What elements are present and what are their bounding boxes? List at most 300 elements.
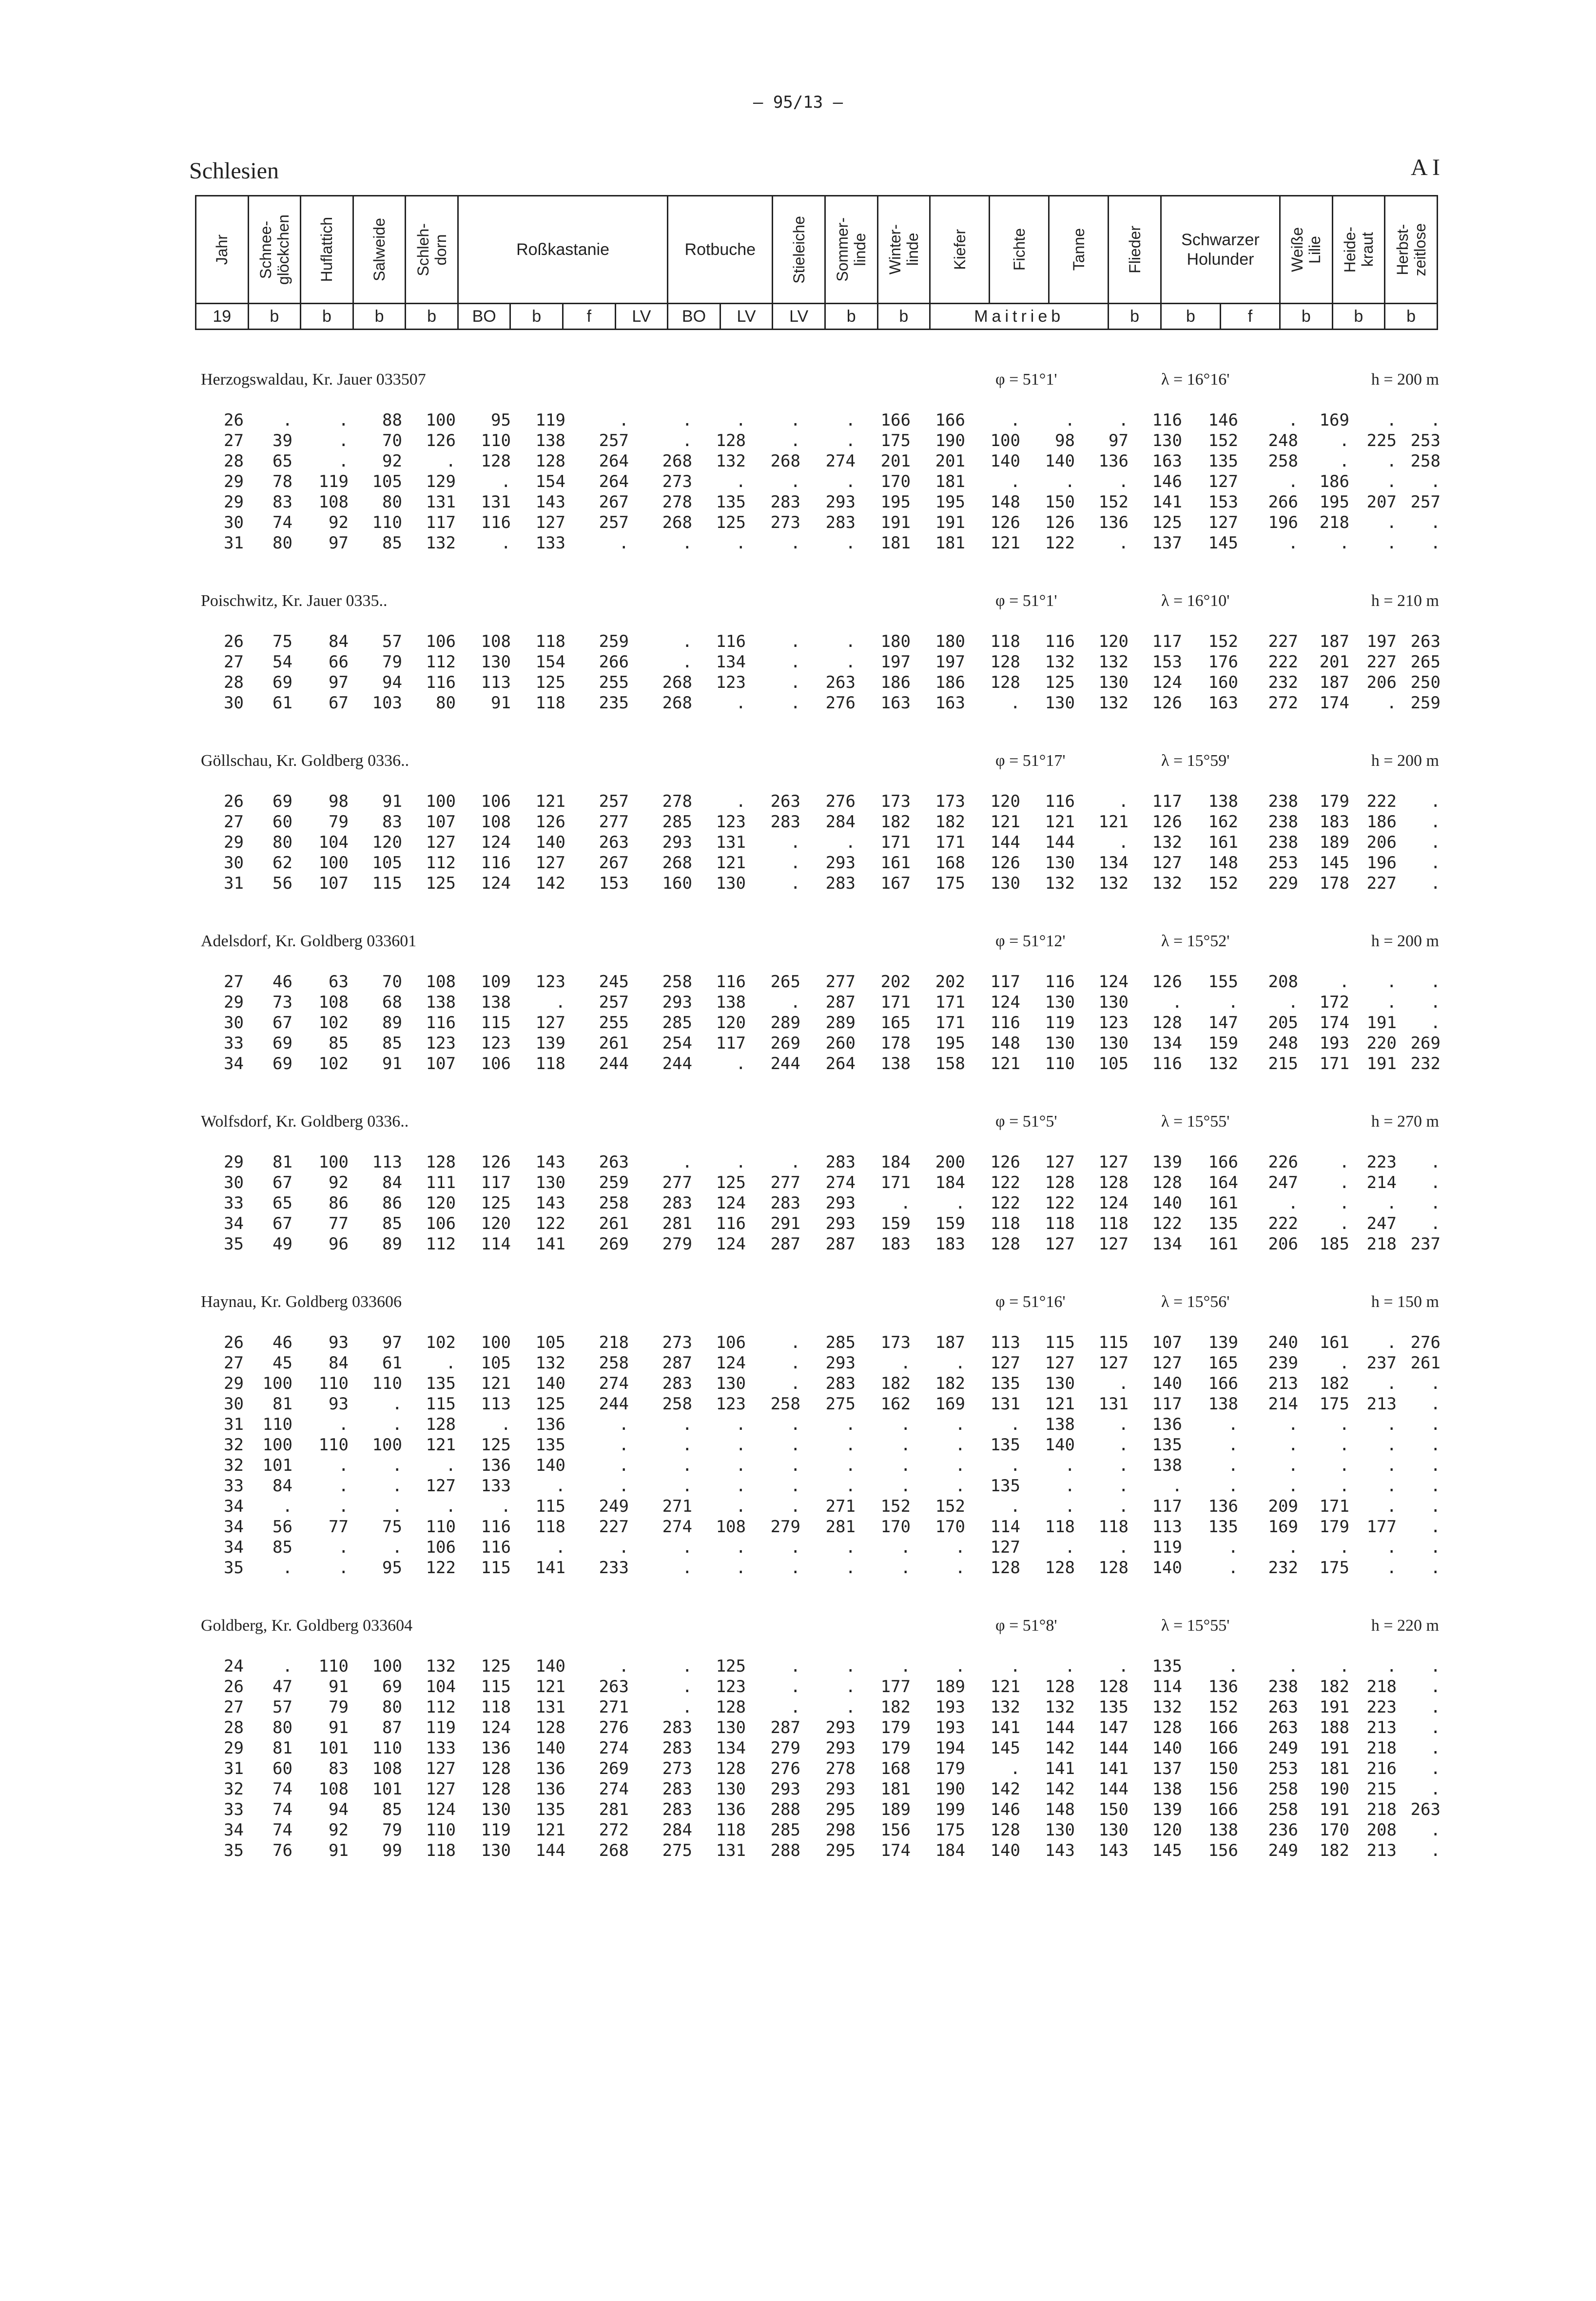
table-cell: 284 [825, 812, 856, 832]
table-cell: 128 [990, 673, 1020, 692]
table-cell: 287 [770, 1234, 800, 1254]
table-cell: 79 [329, 1697, 349, 1717]
table-cell: 144 [1045, 1718, 1075, 1737]
table-cell: 144 [535, 1841, 565, 1860]
table-cell: . [1065, 1456, 1075, 1475]
table-cell: 118 [426, 1841, 456, 1860]
table-cell: 133 [535, 533, 565, 553]
table-cell: . [736, 693, 746, 713]
table-cell: . [501, 1415, 511, 1434]
table-cell: . [338, 410, 349, 430]
table-cell: 121 [1045, 1394, 1075, 1414]
table-cell: 130 [1098, 993, 1129, 1012]
table-cell: 267 [599, 853, 629, 873]
table-cell: . [1386, 1333, 1397, 1352]
table-cell: 264 [599, 451, 629, 471]
table-cell: 179 [935, 1759, 965, 1778]
station-name: Herzogswaldau, Kr. Jauer 033507 [201, 370, 426, 389]
table-cell: 132 [1152, 833, 1182, 852]
table-cell: 257 [599, 792, 629, 811]
table-cell: 293 [770, 1779, 800, 1799]
table-cell: . [900, 1193, 911, 1213]
table-cell: 185 [1319, 1234, 1349, 1254]
table-cell: 293 [825, 1718, 856, 1737]
table-cell: 146 [1152, 472, 1182, 491]
table-cell: . [1118, 792, 1129, 811]
table-cell: 34 [224, 1538, 244, 1557]
table-cell: . [392, 1394, 402, 1414]
table-cell: . [790, 1697, 800, 1717]
table-cell: 116 [716, 1214, 746, 1233]
table-cell: 146 [1208, 410, 1238, 430]
table-cell: 182 [1319, 1841, 1349, 1860]
table-cell: 127 [1152, 1353, 1182, 1373]
table-cell: 110 [318, 1374, 349, 1393]
table-row [201, 533, 1439, 554]
table-cell: 35 [224, 1841, 244, 1860]
table-cell: . [1430, 1820, 1440, 1840]
table-cell: 170 [935, 1517, 965, 1537]
table-cell: 132 [1152, 1697, 1182, 1717]
table-cell: 100 [262, 1435, 292, 1455]
table-cell: 238 [1268, 1677, 1298, 1696]
table-cell: 178 [880, 1034, 911, 1053]
table-row [201, 1013, 1439, 1034]
table-cell: . [1228, 1456, 1238, 1475]
table-cell: 120 [481, 1214, 511, 1233]
table-cell: 67 [272, 1013, 292, 1033]
table-cell: 127 [535, 853, 565, 873]
table-cell: 122 [1045, 533, 1075, 553]
table-cell: 116 [716, 632, 746, 651]
table-cell: . [1430, 1214, 1440, 1233]
table-cell: 130 [1045, 1034, 1075, 1053]
table-cell: 267 [599, 492, 629, 512]
table-cell: 121 [1045, 812, 1075, 832]
table-cell: 26 [224, 792, 244, 811]
table-cell: . [1118, 1456, 1129, 1475]
station-latitude: φ = 51°1' [995, 370, 1057, 389]
table-cell: 152 [1098, 492, 1129, 512]
table-cell: 172 [1319, 993, 1349, 1012]
table-cell: 147 [1208, 1013, 1238, 1033]
table-cell: 114 [990, 1517, 1020, 1537]
table-cell: 132 [1098, 874, 1129, 893]
table-cell: . [446, 1497, 456, 1516]
station-block [201, 752, 1439, 894]
table-cell: 171 [935, 993, 965, 1012]
table-cell: . [1386, 1193, 1397, 1213]
table-cell: 65 [272, 451, 292, 471]
table-cell: 165 [880, 1013, 911, 1033]
table-cell: . [619, 410, 629, 430]
table-cell: . [1430, 1456, 1440, 1475]
table-cell: 127 [1098, 1353, 1129, 1373]
table-cell: 126 [1152, 693, 1182, 713]
table-cell: 91 [329, 1718, 349, 1737]
table-cell: 181 [880, 1779, 911, 1799]
table-cell: 152 [1208, 431, 1238, 450]
table-cell: 273 [662, 1759, 692, 1778]
table-cell: . [1172, 1476, 1182, 1496]
table-cell: 179 [1319, 792, 1349, 811]
table-cell: . [1118, 410, 1129, 430]
table-cell: 116 [481, 1538, 511, 1557]
table-cell: 80 [272, 1718, 292, 1737]
station-elevation: h = 220 m [1371, 1617, 1439, 1635]
station-name: Adelsdorf, Kr. Goldberg 033601 [201, 932, 417, 950]
table-cell: 56 [272, 1517, 292, 1537]
table-cell: 161 [1319, 1333, 1349, 1352]
table-cell: 132 [716, 451, 746, 471]
table-cell: 258 [1268, 1779, 1298, 1799]
table-cell: 126 [1152, 972, 1182, 992]
table-cell: 222 [1366, 792, 1397, 811]
table-cell: 161 [1208, 1193, 1238, 1213]
table-cell: 254 [662, 1034, 692, 1053]
table-cell: 75 [382, 1517, 402, 1537]
table-cell: . [845, 652, 856, 672]
table-cell: 106 [481, 792, 511, 811]
table-cell: 293 [825, 492, 856, 512]
table-cell: 79 [382, 652, 402, 672]
table-cell: . [790, 1374, 800, 1393]
table-cell: . [1430, 472, 1440, 491]
table-cell: . [845, 431, 856, 450]
table-cell: 283 [662, 1779, 692, 1799]
table-cell: 110 [372, 513, 402, 532]
table-cell: 193 [935, 1718, 965, 1737]
table-cell: 161 [1208, 833, 1238, 852]
col-header-heidekraut: Heide- kraut [1332, 196, 1385, 304]
table-cell: 133 [426, 1738, 456, 1758]
table-cell: 100 [262, 1374, 292, 1393]
table-cell: 265 [770, 972, 800, 992]
table-cell: . [1339, 451, 1349, 471]
phase-rosskastanie-b: b [510, 304, 563, 330]
table-cell: 125 [481, 1657, 511, 1676]
table-cell: . [1430, 1497, 1440, 1516]
table-cell: 132 [426, 1657, 456, 1676]
phase-flieder: b [1109, 304, 1161, 330]
table-cell: 268 [662, 451, 692, 471]
table-cell: 186 [1319, 472, 1349, 491]
table-cell: 70 [382, 431, 402, 450]
table-cell: 268 [662, 513, 692, 532]
table-cell: . [1339, 1657, 1349, 1676]
table-cell: 102 [426, 1333, 456, 1352]
table-cell: 110 [372, 1738, 402, 1758]
table-cell: 33 [224, 1476, 244, 1496]
table-cell: 116 [716, 972, 746, 992]
table-cell: . [392, 1476, 402, 1496]
table-cell: 283 [825, 513, 856, 532]
table-cell: 159 [880, 1214, 911, 1233]
table-cell: 91 [382, 1054, 402, 1073]
table-cell: . [619, 1415, 629, 1434]
table-cell: 136 [1098, 513, 1129, 532]
table-cell: 27 [224, 431, 244, 450]
phase-holunder-f: f [1220, 304, 1280, 330]
station-name: Wolfsdorf, Kr. Goldberg 0336.. [201, 1112, 409, 1131]
table-cell: 107 [426, 812, 456, 832]
table-cell: 130 [716, 1374, 746, 1393]
table-cell: . [1118, 1538, 1129, 1557]
table-cell: 123 [481, 1034, 511, 1053]
table-cell: . [1288, 1415, 1298, 1434]
table-cell: 135 [990, 1374, 1020, 1393]
station-rows [201, 1333, 1439, 1579]
table-cell: . [736, 1435, 746, 1455]
table-cell: 104 [318, 833, 349, 852]
table-cell: 171 [1319, 1054, 1349, 1073]
table-cell: 177 [880, 1677, 911, 1696]
table-cell: 33 [224, 1800, 244, 1819]
table-cell: 260 [825, 1034, 856, 1053]
table-cell: 127 [426, 1759, 456, 1778]
table-cell: 121 [535, 792, 565, 811]
table-cell: 134 [716, 1738, 746, 1758]
table-cell: . [1228, 1435, 1238, 1455]
table-cell: . [790, 693, 800, 713]
table-cell: . [682, 533, 692, 553]
table-cell: 187 [1319, 632, 1349, 651]
table-cell: 117 [426, 513, 456, 532]
table-cell: 171 [1319, 1497, 1349, 1516]
table-cell: 226 [1268, 1152, 1298, 1172]
table-cell: 128 [990, 1558, 1020, 1578]
station-block [201, 1112, 1439, 1255]
table-cell: 140 [535, 833, 565, 852]
table-cell: 35 [224, 1558, 244, 1578]
table-cell: 120 [426, 1193, 456, 1213]
table-cell: . [955, 1353, 965, 1373]
table-cell: 115 [1098, 1333, 1129, 1352]
phase-heidekraut: b [1332, 304, 1385, 330]
table-cell: 118 [481, 1697, 511, 1717]
table-cell: . [845, 1657, 856, 1676]
table-cell: 135 [990, 1476, 1020, 1496]
col-header-huflattich: Huflattich [301, 196, 353, 304]
table-cell: 215 [1366, 1779, 1397, 1799]
table-cell: . [736, 1497, 746, 1516]
table-cell: 138 [1208, 792, 1238, 811]
table-cell: 184 [935, 1173, 965, 1192]
table-cell: 283 [770, 1193, 800, 1213]
table-cell: . [900, 1476, 911, 1496]
table-cell: 83 [329, 1759, 349, 1778]
station-rows [201, 792, 1439, 894]
table-cell: 287 [825, 1234, 856, 1254]
table-cell: 160 [662, 874, 692, 893]
table-cell: 179 [1319, 1517, 1349, 1537]
station-name: Göllschau, Kr. Goldberg 0336.. [201, 752, 409, 770]
table-cell: 27 [224, 812, 244, 832]
table-cell: 141 [1152, 492, 1182, 512]
table-cell: 124 [716, 1193, 746, 1213]
station-longitude: λ = 15°55' [1161, 1112, 1230, 1131]
table-cell: 175 [1319, 1394, 1349, 1414]
table-cell: 182 [880, 1374, 911, 1393]
table-cell: 108 [426, 972, 456, 992]
table-cell: 128 [990, 1820, 1020, 1840]
table-cell: 109 [481, 972, 511, 992]
table-cell: . [1010, 1657, 1020, 1676]
table-cell: 29 [224, 833, 244, 852]
table-cell: 136 [716, 1800, 746, 1819]
table-cell: . [1339, 1193, 1349, 1213]
table-cell: 123 [1098, 1013, 1129, 1033]
table-row [201, 1456, 1439, 1476]
table-cell: 105 [1098, 1054, 1129, 1073]
table-cell: 218 [1319, 513, 1349, 532]
table-cell: 113 [990, 1333, 1020, 1352]
table-cell: 229 [1268, 874, 1298, 893]
station-header [201, 370, 1439, 397]
table-cell: 273 [770, 513, 800, 532]
table-cell: 107 [1152, 1333, 1182, 1352]
table-cell: 116 [481, 853, 511, 873]
table-cell: . [392, 1415, 402, 1434]
table-cell: 277 [825, 972, 856, 992]
table-cell: 273 [662, 1333, 692, 1352]
table-cell: 128 [535, 451, 565, 471]
table-cell: 97 [329, 673, 349, 692]
table-cell: 163 [1208, 693, 1238, 713]
table-cell: 61 [272, 693, 292, 713]
table-cell: 80 [382, 492, 402, 512]
table-cell: 288 [770, 1800, 800, 1819]
table-cell: 166 [935, 410, 965, 430]
table-row [201, 1558, 1439, 1579]
station-latitude: φ = 51°12' [995, 932, 1066, 950]
table-cell: 65 [272, 1193, 292, 1213]
table-cell: 115 [1045, 1333, 1075, 1352]
table-cell: . [619, 533, 629, 553]
table-cell: 261 [1410, 1353, 1440, 1373]
table-row [201, 410, 1439, 431]
table-cell: 135 [426, 1374, 456, 1393]
table-cell: 206 [1268, 1234, 1298, 1254]
table-cell: 144 [1098, 1779, 1129, 1799]
table-cell: . [1339, 1152, 1349, 1172]
table-cell: . [1430, 1657, 1440, 1676]
table-cell: 26 [224, 632, 244, 651]
table-cell: . [955, 1415, 965, 1434]
phase-sommerlinde: b [825, 304, 877, 330]
table-cell: 114 [1152, 1677, 1182, 1696]
table-cell: 138 [481, 993, 511, 1012]
table-cell: 115 [426, 1394, 456, 1414]
table-cell: 34 [224, 1497, 244, 1516]
table-cell: 130 [481, 652, 511, 672]
table-cell: 152 [880, 1497, 911, 1516]
table-cell: . [338, 1476, 349, 1496]
table-cell: 123 [426, 1034, 456, 1053]
table-cell: . [790, 652, 800, 672]
table-cell: 244 [770, 1054, 800, 1073]
table-cell: 130 [481, 1800, 511, 1819]
table-cell: 127 [1098, 1234, 1129, 1254]
table-cell: . [1339, 1476, 1349, 1496]
table-cell: 130 [535, 1173, 565, 1192]
table-cell: 175 [1319, 1558, 1349, 1578]
table-cell: . [900, 1415, 911, 1434]
table-cell: 125 [426, 874, 456, 893]
table-cell: 141 [990, 1718, 1020, 1737]
table-cell: 138 [1045, 1415, 1075, 1434]
table-cell: 271 [599, 1697, 629, 1717]
table-cell: 216 [1366, 1759, 1397, 1778]
table-cell: 116 [426, 1013, 456, 1033]
table-cell: . [900, 1558, 911, 1578]
table-cell: 174 [1319, 693, 1349, 713]
table-cell: . [338, 451, 349, 471]
table-cell: 57 [382, 632, 402, 651]
table-cell: 128 [1098, 1173, 1129, 1192]
table-row [201, 812, 1439, 833]
table-cell: 283 [662, 1718, 692, 1737]
table-cell: 269 [1410, 1034, 1440, 1053]
table-cell: 69 [272, 1054, 292, 1073]
table-cell: 159 [1208, 1034, 1238, 1053]
table-cell: 138 [880, 1054, 911, 1073]
table-cell: . [1339, 1435, 1349, 1455]
table-cell: 31 [224, 1759, 244, 1778]
table-row [201, 1718, 1439, 1738]
table-cell: 110 [372, 1374, 402, 1393]
phase-winterlinde: b [877, 304, 930, 330]
table-cell: 136 [1208, 1677, 1238, 1696]
table-cell: 259 [599, 632, 629, 651]
table-cell: 223 [1366, 1697, 1397, 1717]
table-cell: 126 [990, 853, 1020, 873]
table-cell: 138 [535, 431, 565, 450]
table-cell: 227 [1268, 632, 1298, 651]
table-cell: 67 [272, 1173, 292, 1192]
table-cell: 220 [1366, 1034, 1397, 1053]
table-cell: . [1065, 1497, 1075, 1516]
table-cell: 150 [1045, 492, 1075, 512]
col-header-kiefer: Kiefer [930, 196, 990, 304]
table-cell: . [682, 1435, 692, 1455]
table-cell: 264 [599, 472, 629, 491]
table-cell: 101 [318, 1738, 349, 1758]
table-cell: 119 [318, 472, 349, 491]
station-header [201, 1617, 1439, 1643]
table-cell: 110 [262, 1415, 292, 1434]
table-cell: 102 [318, 1013, 349, 1033]
table-cell: 187 [1319, 673, 1349, 692]
table-cell: 209 [1268, 1497, 1298, 1516]
table-cell: 244 [662, 1054, 692, 1073]
table-cell: 117 [481, 1173, 511, 1192]
table-cell: 132 [426, 533, 456, 553]
station-name: Goldberg, Kr. Goldberg 033604 [201, 1617, 413, 1635]
table-cell: . [1430, 993, 1440, 1012]
table-cell: 232 [1268, 673, 1298, 692]
station-longitude: λ = 15°55' [1161, 1617, 1230, 1635]
table-cell: 239 [1268, 1353, 1298, 1373]
table-cell: 100 [318, 1152, 349, 1172]
table-cell: 124 [1098, 1193, 1129, 1213]
table-cell: . [955, 1193, 965, 1213]
table-cell: 281 [599, 1800, 629, 1819]
table-cell: 279 [662, 1234, 692, 1254]
table-cell: . [955, 1538, 965, 1557]
table-cell: 169 [1268, 1517, 1298, 1537]
table-cell: 106 [716, 1333, 746, 1352]
